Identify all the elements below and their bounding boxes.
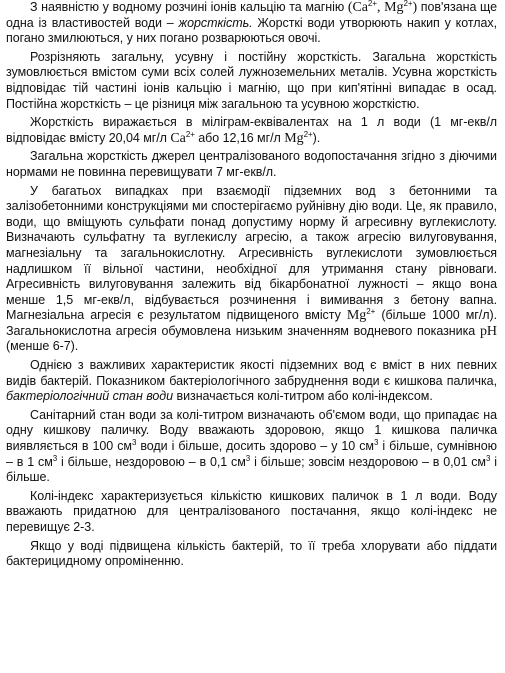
text-run: У багатьох випадках при взаємодії підземних вод з бетонними та залізобетонними конструкціями ми спостерігаємо руйнівну дію води. Це, як правило, води, що вміщують сульфати понад допустиму норму й агресивну вуглекислоту. Визначають сульфатну та вуглекислу агресію, а також агресію вилуговування, магнезіальну та загальнокислотну. Агресивність вуглекислоти зумовлюється надлишком її вільної частини, необхідної для утримання стану рівноваги. Агресивність вилуговування залежить від бікарбонатної лужності – якщо вона менше 1,5 мг-екв/л, відбувається розчинення і вимивання з бетону вапна. Магнезіальна агресія є результатом підвищеного вмісту [6,183,497,323]
text-run: води і більше, досить здорово – у 10 см [136,439,374,454]
text-run: Однією з важливих характеристик якості підземних вод є вміст в них певних видів бактерій. Показником бактеріологічного забруднення води є кишкова паличка, [6,358,497,388]
text-run: і більше, нездоровою – в 0,1 см [57,454,246,469]
text-run: Якщо у воді підвищена кількість бактерій, то її треба хлорувати або піддати бактерицидному опроміненню. [6,538,497,569]
formula-text: ) [412,0,418,15]
text-run: (більше 1000 мг/л). Загальнокислотна агресія обумовлена низьким значенням водневого показника [6,308,497,338]
text-run: або 12,16 мг/л [194,130,285,145]
text-run: і більше, сумнівною – в 1 см [6,439,497,469]
superscript: 3 [485,453,491,463]
emphasis-text: жорсткість. [178,15,253,30]
text-run: Загальна жорсткість джерел централізованого водопостачання згідно з діючими нормами не повинна перевищувати 7 мг-екв/л. [6,149,497,179]
paragraph-hardness-units [6,115,497,146]
superscript: 3 [52,453,58,463]
superscript: 3 [131,438,137,448]
paragraph-hardness-types [6,50,497,112]
text-run: (менше 6-7). [6,339,79,354]
text-run: ). [312,130,321,145]
text-run: Колі-індекс характеризується кількістю кишкових паличок в 1 л води. Воду вважають придатною для централізованого постачання, якщо колі-індекс не перевищує 2-3. [6,488,497,534]
text-run: пов'язана ще одна із властивостей води – [6,0,497,30]
formula-text: , Mg [376,0,404,15]
formula-text: Ca [170,130,186,146]
superscript: 3 [373,438,379,448]
paragraph-hardness-norm [6,149,497,180]
superscript: 2+ [403,0,413,8]
text-run: Жорсткі води утворюють накип у котлах, погано змилюються, у них погано розварюються овочі. [6,15,497,46]
superscript: 2+ [303,129,313,139]
superscript: 2+ [185,129,195,139]
text-run: З наявністю у водному розчині іонів кальцію та магнію [30,0,348,14]
text-run: Санітарний стан води за колі-титром визначають об'ємом води, що припадає на одну кишкову паличку. Воду вважають здоровою, якщо 1 кишкова паличка виявляється в 100 см [6,407,497,454]
paragraph-coli-titre [6,408,497,486]
formula-text: pH [479,323,497,339]
text-run: Жорсткість виражається в міліграм-еквівалентах на 1 л води (1 мг-екв/л відповідає вмісту 20,04 мг/л [6,115,497,145]
formula-text: Mg [346,308,367,324]
superscript: 3 [245,453,251,463]
text-run: Розрізняють загальну, усувну і постійну жорсткість. Загальна жорсткість зумовлюється вмістом суми всіх солей лужноземельних металів. Усувна жорсткість відповідає тій частині іонів кальцію і магнію, що при кип'ятінні випадає в осад. Постійна жорсткість – це різниця між загальною та усувною жорсткістю. [6,49,497,111]
emphasis-text: бактеріологічний стан води [6,389,174,404]
paragraph-coli-index [6,489,497,536]
formula-text: (Ca [347,0,368,15]
text-run: і більше; зовсім нездоровою – в 0,01 см [250,454,486,469]
formula-text: Mg [284,130,304,146]
text-run: визначається колі-титром або колі-індексом. [173,389,433,404]
paragraph-aggressive-water [6,184,497,356]
text-run: і більше. [6,454,497,485]
paragraph-hardness-intro [6,0,497,47]
superscript: 2+ [366,307,376,317]
paragraph-disinfection [6,539,497,570]
superscript: 2+ [367,0,377,8]
paragraph-bacteria [6,358,497,405]
